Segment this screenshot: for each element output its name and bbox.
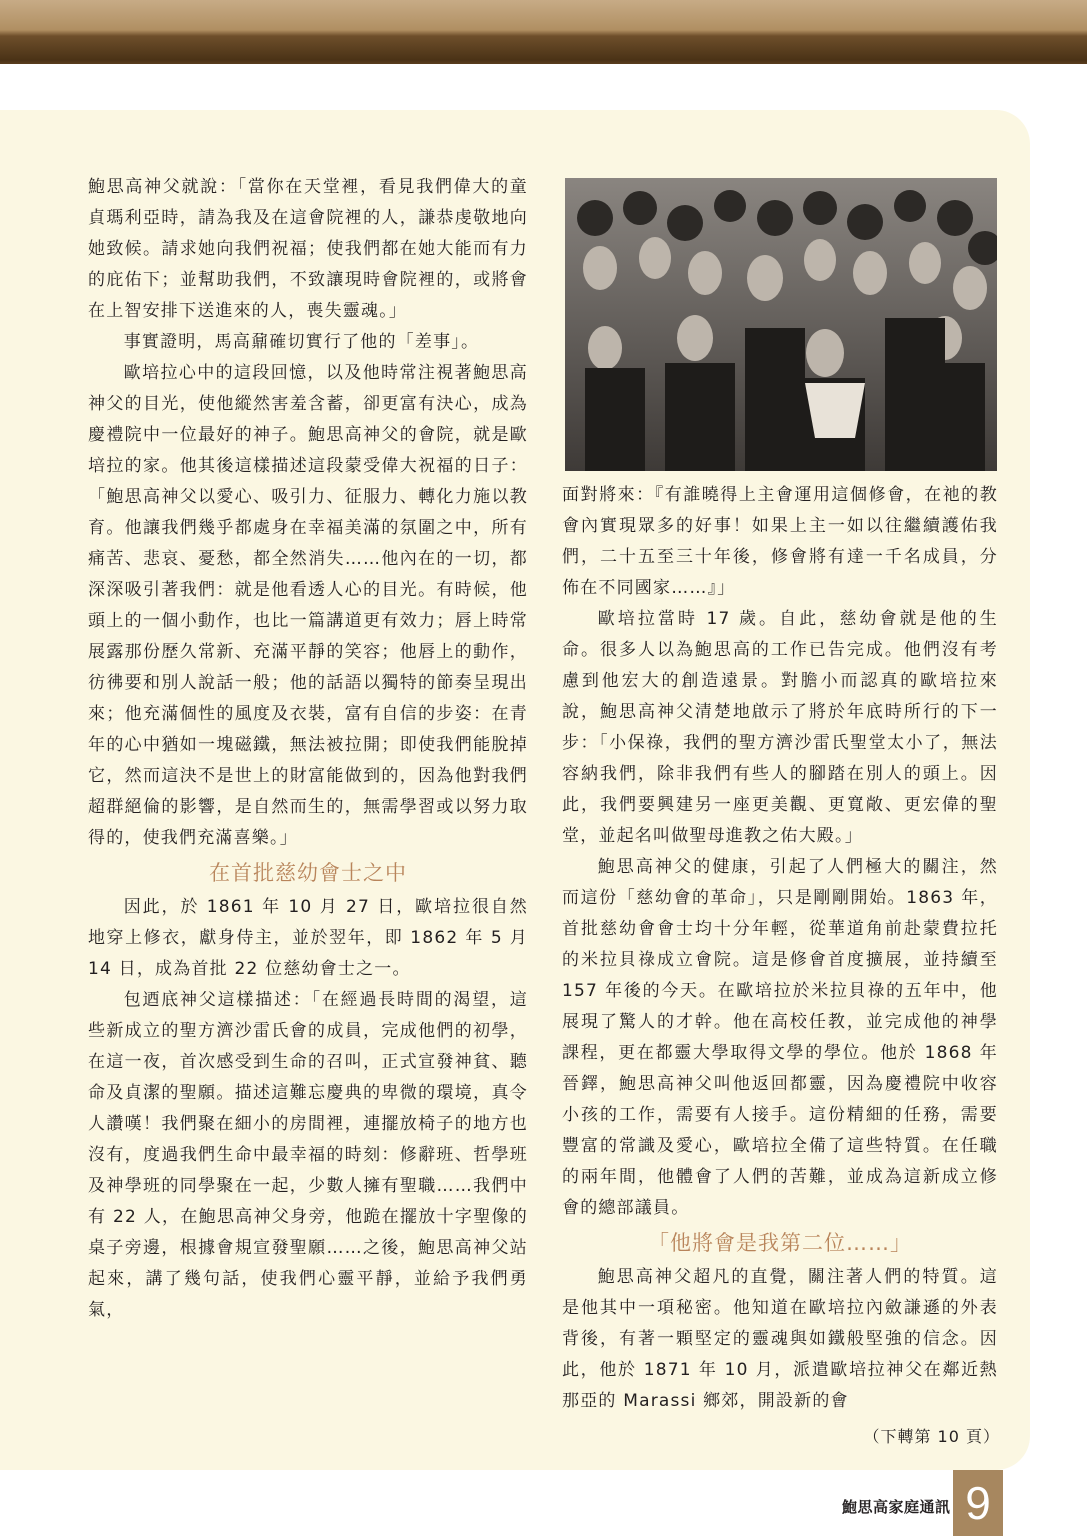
paragraph: 面對將來：『有誰曉得上主會運用這個修會，在祂的教會內實現眾多的好事！如果上主一如以往繼續護佑我們，二十五至三十年後，修會將有達一千名成員，分佈在不同國家……』」 <box>562 485 998 598</box>
historical-group-photo <box>565 178 997 471</box>
section-heading: 在首批慈幼會士之中 <box>209 861 407 885</box>
photo-image <box>565 178 997 471</box>
continued-note: （下轉第 10 頁） <box>863 1427 1000 1446</box>
paragraph: 因此，於 1861 年 10 月 27 日，歐培拉很自然地穿上修衣，獻身侍主，並於翌年，即 1862 年 5 月 14 日，成為首批 22 位慈幼會士之一。 <box>88 897 528 979</box>
paragraph: 鮑思高神父超凡的直覺，關注著人們的特質。這是他其中一項秘密。他知道在歐培拉內斂謙遜的外表背後，有著一顆堅定的靈魂與如鐵般堅強的信念。因此，他於 1871 年 10 月，派遣歐培拉神父在鄰近熱那亞的 Marassi 鄉郊，開設新的會 <box>562 1267 998 1411</box>
paragraph: 鮑思高神父的健康，引起了人們極大的關注，然而這份「慈幼會的革命」，只是剛剛開始。1863 年，首批慈幼會會士均十分年輕，從華道角前赴蒙費拉托的米拉貝祿成立會院。這是修會首度擴展，並持續至 157 年後的今天。在歐培拉於米拉貝祿的五年中，他展現了驚人的才幹。他在高校任教，並完成他的神學課程，更在都靈大學取得文學的學位。他於 1868 年晉鐸，鮑思高神父叫他返回都靈，因為慶禮院中收容小孩的工作，需要有人接手。這份精細的任務，需要豐富的常識及愛心，歐培拉全備了這些特質。在任職的兩年間，他體會了人們的苦難，並成為這新成立修會的總部議員。 <box>562 857 998 1218</box>
page-number: 9 <box>953 1470 1003 1536</box>
paragraph: 包迺底神父這樣描述：「在經過長時間的渴望，這些新成立的聖方濟沙雷氏會的成員，完成他們的初學，在這一夜，首次感受到生命的召叫，正式宣發神貧、聽命及貞潔的聖願。描述這難忘慶典的卑微的環境，真令人讚嘆！我們聚在細小的房間裡，連擺放椅子的地方也沒有，度過我們生命中最幸福的時刻：修辭班、哲學班及神學班的同學聚在一起，少數人擁有聖職……我們中有 22 人，在鮑思高神父身旁，他跪在擺放十字聖像的桌子旁邊，根據會規宣發聖願……之後，鮑思高神父站起來，講了幾句話，使我們心靈平靜，並給予我們勇氣， <box>88 990 528 1320</box>
section-heading: 「他將會是我第二位……」 <box>648 1231 912 1255</box>
right-column <box>562 480 998 1417</box>
publication-name: 鮑思高家庭通訊 <box>842 1498 951 1516</box>
left-column <box>88 172 528 1326</box>
header-band <box>0 0 1087 64</box>
paragraph: 歐培拉心中的這段回憶，以及他時常注視著鮑思高神父的目光，使他縱然害羞含蓄，卻更富有決心，成為慶禮院中一位最好的神子。鮑思高神父的會院，就是歐培拉的家。他其後這樣描述這段蒙受偉大祝福的日子：「鮑思高神父以愛心、吸引力、征服力、轉化力施以教育。他讓我們幾乎都處身在幸福美滿的氛圍之中，所有痛苦、悲哀、憂愁，都全然消失……他內在的一切，都深深吸引著我們：就是他看透人心的目光。有時候，他頭上的一個小動作，也比一篇講道更有效力；唇上時常展露那份歷久常新、充滿平靜的笑容；他唇上的動作，彷彿要和別人說話一般；他的話語以獨特的節奏呈現出來；他充滿個性的風度及衣裝，富有自信的步姿：在青年的心中猶如一塊磁鐵，無法被拉開；即使我們能脫掉它，然而這決不是世上的財富能做到的，因為他對我們超群絕倫的影響，是自然而生的，無需學習或以努力取得的，使我們充滿喜樂。」 <box>88 363 528 848</box>
paragraph: 鮑思高神父就說：「當你在天堂裡，看見我們偉大的童貞瑪利亞時，請為我及在這會院裡的人，謙恭虔敬地向她致候。請求她向我們祝福；使我們都在她大能而有力的庇佑下；並幫助我們，不致讓現時會院裡的，或將會在上智安排下送進來的人，喪失靈魂。」 <box>88 177 528 321</box>
paragraph: 事實證明，馬高鼐確切實行了他的「差事」。 <box>123 332 480 352</box>
paragraph: 歐培拉當時 17 歲。自此，慈幼會就是他的生命。很多人以為鮑思高的工作已告完成。他們沒有考慮到他宏大的創造遠景。對膽小而認真的歐培拉來說，鮑思高神父清楚地啟示了將於年底時所行的下一步：「小保祿，我們的聖方濟沙雷氏聖堂太小了，無法容納我們，除非我們有些人的腳踏在別人的頭上。因此，我們要興建另一座更美觀、更寬敞、更宏偉的聖堂，並起名叫做聖母進教之佑大殿。」 <box>562 609 998 846</box>
